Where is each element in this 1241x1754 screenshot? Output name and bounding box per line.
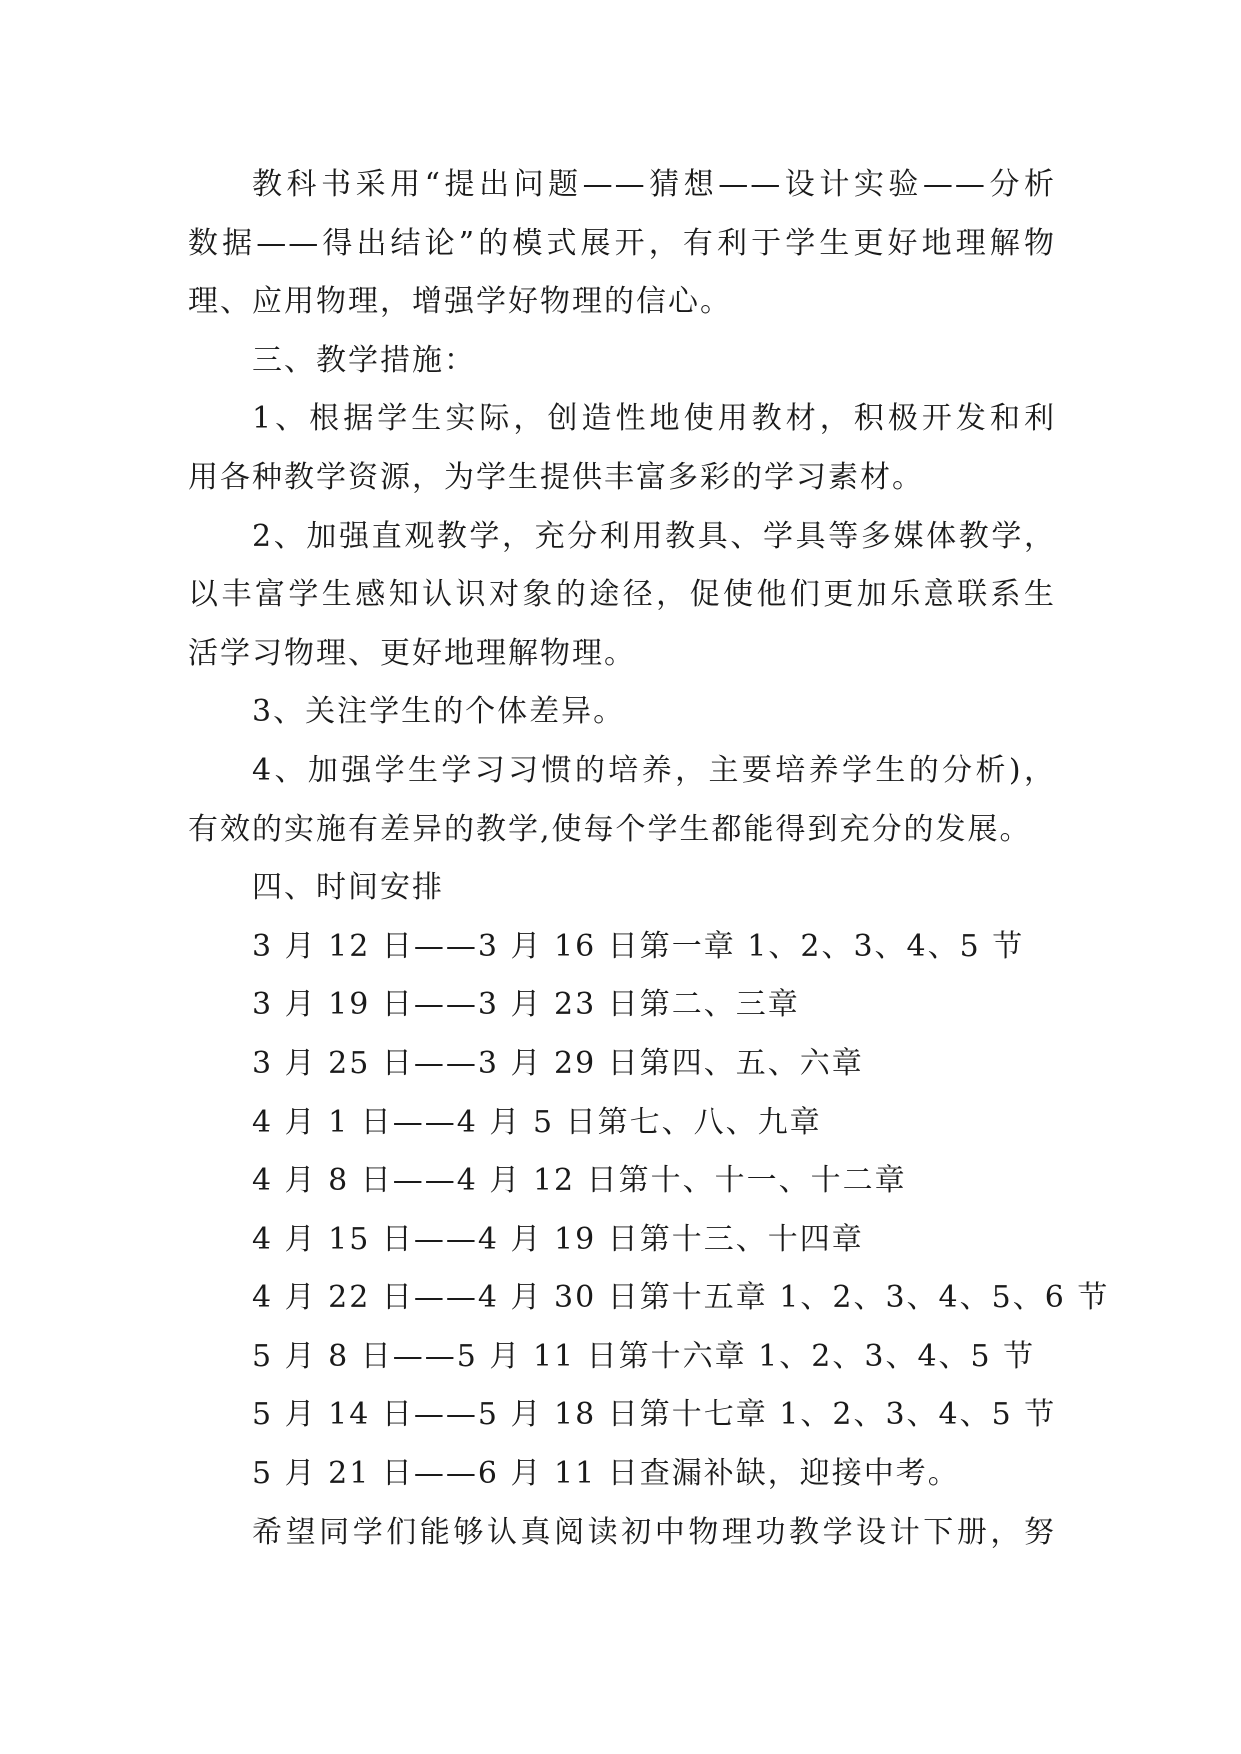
paragraph-line: 有效的实施有差异的教学,使每个学生都能得到充分的发展。 (188, 811, 1032, 847)
schedule-item: 4 月 22 日——4 月 30 日第十五章 1、2、3、4、5、6 节 (252, 1280, 1110, 1316)
paragraph-line: 数据——得出结论”的模式展开，有利于学生更好地理解物 (188, 225, 1056, 261)
paragraph-line: 用各种教学资源，为学生提供丰富多彩的学习素材。 (188, 459, 924, 495)
paragraph-line: 教科书采用“提出问题——猜想——设计实验——分析 (252, 167, 1056, 202)
paragraph-line: 3、关注学生的个体差异。 (252, 694, 626, 730)
schedule-item: 5 月 8 日——5 月 11 日第十六章 1、2、3、4、5 节 (252, 1338, 1036, 1374)
paragraph-line: 希望同学们能够认真阅读初中物理功教学设计下册，努 (252, 1514, 1056, 1550)
section-heading-teaching-measures: 三、教学措施： (252, 342, 476, 378)
schedule-item: 3 月 25 日——3 月 29 日第四、五、六章 (252, 1045, 864, 1081)
document-page (188, 156, 1110, 1562)
paragraph-line: 1、根据学生实际，创造性地使用教材，积极开发和利 (252, 401, 1056, 437)
schedule-item: 5 月 21 日——6 月 11 日查漏补缺，迎接中考。 (252, 1456, 960, 1492)
schedule-item: 5 月 14 日——5 月 18 日第十七章 1、2、3、4、5 节 (252, 1397, 1057, 1433)
schedule-item: 3 月 19 日——3 月 23 日第二、三章 (252, 987, 800, 1023)
schedule-item: 4 月 15 日——4 月 19 日第十三、十四章 (252, 1221, 864, 1257)
paragraph-line: 2、加强直观教学，充分利用教具、学具等多媒体教学， (252, 518, 1056, 554)
paragraph-line: 以丰富学生感知认识对象的途径，促使他们更加乐意联系生 (188, 577, 1056, 613)
section-heading-schedule: 四、时间安排 (252, 870, 444, 906)
schedule-item: 3 月 12 日——3 月 16 日第一章 1、2、3、4、5 节 (252, 928, 1025, 964)
paragraph-line: 活学习物理、更好地理解物理。 (188, 635, 636, 671)
paragraph-line: 理、应用物理，增强学好物理的信心。 (188, 284, 732, 320)
schedule-item: 4 月 8 日——4 月 12 日第十、十一、十二章 (252, 1163, 907, 1199)
schedule-item: 4 月 1 日——4 月 5 日第七、八、九章 (252, 1104, 822, 1140)
paragraph-line: 4、加强学生学习习惯的培养，主要培养学生的分析)， (252, 752, 1056, 788)
